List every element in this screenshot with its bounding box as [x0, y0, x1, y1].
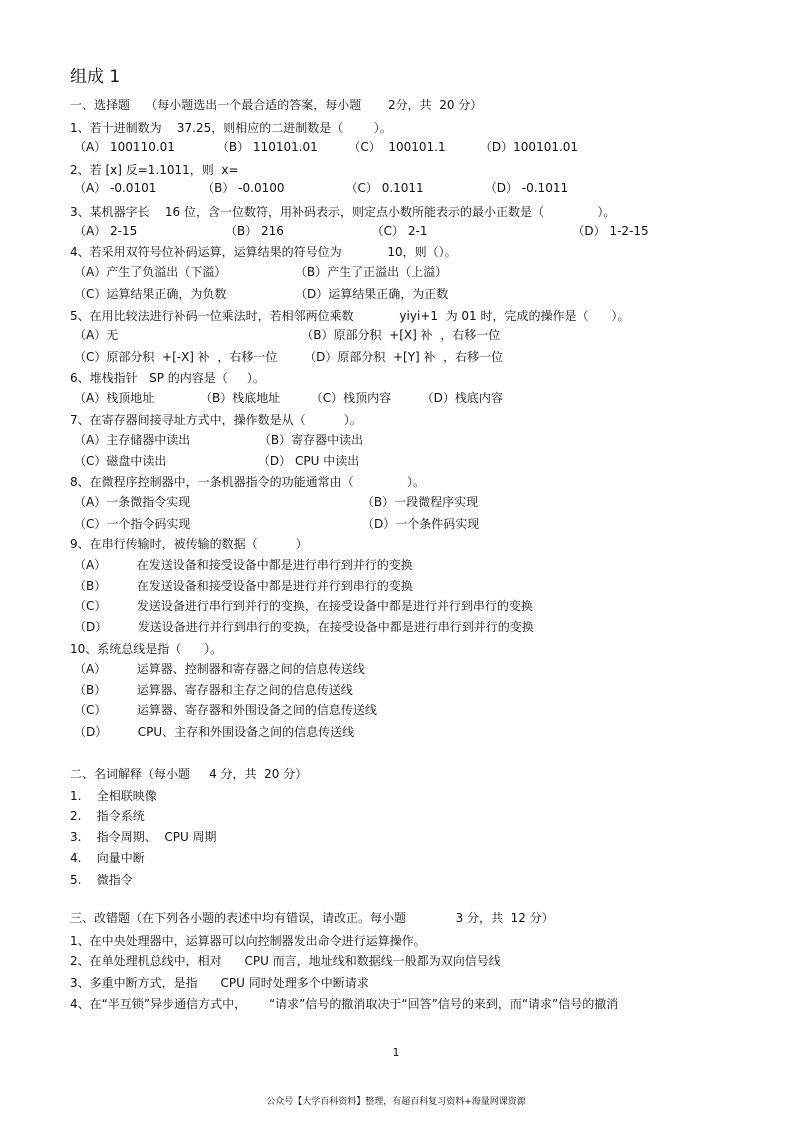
option-line: （A）产生了负溢出（下溢） （B）产生了正溢出（上溢） [74, 265, 448, 279]
question-line: 2、若 [x] 反=1.1011，则 x= [70, 163, 239, 177]
question-line: 9、在串行传输时，被传输的数据（ ） [70, 537, 308, 551]
option-line: （D） CPU、主存和外围设备之间的信息传送线 [74, 725, 355, 739]
question-line: 8、在微程序控制器中，一条机器指令的功能通常由（ ）。 [70, 475, 426, 489]
option-line: （A）主存储器中读出 （B）寄存器中读出 [74, 433, 364, 447]
page-number: 1 [392, 1046, 400, 1059]
option-line: （B） 运算器、寄存器和主存之间的信息传送线 [74, 683, 353, 697]
section-2-heading: 二、名词解释（每小题 4 分，共 20 分） [70, 767, 308, 781]
term-item: 1. 全相联映像 [70, 789, 157, 803]
question-line: 5、在用比较法进行补码一位乘法时，若相邻两位乘数 yiyi+1 为 01 时，完成的操作是（ ）。 [70, 309, 630, 323]
option-line: （C）一个指令码实现 （D）一个条件码实现 [74, 517, 480, 531]
question-line: 6、堆栈指针 SP 的内容是（ ）。 [70, 371, 265, 385]
option-line: （A） 在发送设备和接受设备中都是进行串行到并行的变换 [74, 558, 413, 572]
option-line: （A） 100110.01 （B） 110101.01 （C） 100101.1 （D）100101.01 [74, 140, 579, 154]
section-3-heading: 三、改错题（在下列各小题的表述中均有错误，请改正。每小题 3 分，共 12 分） [70, 911, 554, 925]
option-line: （D） 发送设备进行并行到串行的变换，在接受设备中都是进行串行到并行的变换 [74, 620, 534, 634]
question-line: 4、若采用双符号位补码运算，运算结果的符号位为 10，则（）。 [70, 245, 457, 259]
option-line: （C） 运算器、寄存器和外围设备之间的信息传送线 [74, 703, 377, 717]
term-item: 4. 向量中断 [70, 851, 145, 865]
question-line: 10、系统总线是指（ ）。 [70, 642, 223, 656]
footer-note: 公众号【大学百科资料】整理，有超百科复习资料+海量网课资源 [266, 1097, 526, 1107]
option-line: （A）栈顶地址 （B）栈底地址 （C）栈顶内容 （D）栈底内容 [74, 391, 503, 405]
option-line: （C）磁盘中读出 （D） CPU 中读出 [74, 454, 360, 468]
correction-item: 4、在“半互锁”异步通信方式中， “请求”信号的撤消取决于“回答”信号的来到，而“请求”信号的撤消 [70, 997, 619, 1011]
option-line: （C）原部分积 +[-X] 补 ，右移一位 （D）原部分积 +[Y] 补 ，右移一位 [74, 350, 504, 364]
option-line: （A）无 （B）原部分积 +[X] 补 ，右移一位 [74, 328, 501, 342]
section-1-heading: 一、选择题 （每小题选出一个最合适的答案，每小题 2分，共 20 分） [70, 98, 483, 112]
option-line: （A） -0.0101 （B） -0.0100 （C） 0.1011 （D） -0.1011 [74, 181, 569, 195]
question-line: 7、在寄存器间接寻址方式中，操作数是从（ ）。 [70, 413, 362, 427]
correction-item: 2、在单处理机总线中，相对 CPU 而言，地址线和数据线一般都为双向信号线 [70, 954, 501, 968]
page-title: 组成 1 [70, 67, 121, 87]
question-line: 3、某机器字长 16 位，含一位数符，用补码表示，则定点小数所能表示的最小正数是（ ）。 [70, 205, 616, 219]
correction-item: 3、多重中断方式，是指 CPU 同时处理多个中断请求 [70, 976, 369, 990]
term-item: 2. 指令系统 [70, 809, 145, 823]
option-line: （C）运算结果正确，为负数 （D）运算结果正确，为正数 [74, 287, 449, 301]
option-line: （A）一条微指令实现 （B）一段微程序实现 [74, 495, 479, 509]
term-item: 5. 微指令 [70, 873, 133, 887]
option-line: （C） 发送设备进行串行到并行的变换，在接受设备中都是进行并行到串行的变换 [74, 599, 533, 613]
option-line: （A） 运算器、控制器和寄存器之间的信息传送线 [74, 662, 365, 676]
option-line: （B） 在发送设备和接受设备中都是进行并行到串行的变换 [74, 579, 413, 593]
option-line: （A） 2-15 （B） 216 （C） 2-1 （D） 1-2-15 [74, 224, 649, 238]
question-line: 1、若十进制数为 37.25，则相应的二进制数是（ ）。 [70, 121, 392, 135]
correction-item: 1、在中央处理器中，运算器可以向控制器发出命令进行运算操作。 [70, 934, 426, 948]
term-item: 3. 指令周期、 CPU 周期 [70, 830, 217, 844]
